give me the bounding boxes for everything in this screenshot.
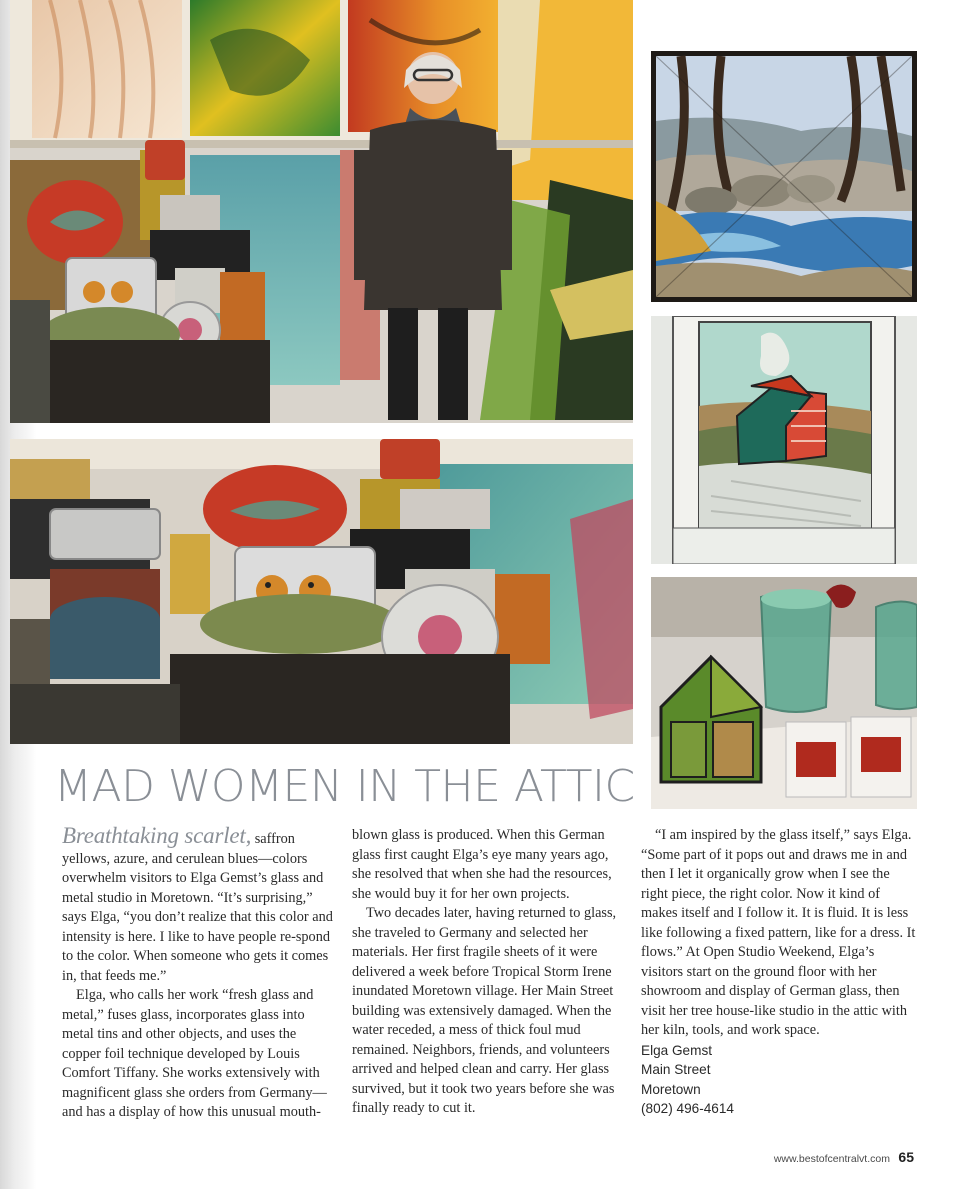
article-lead-in: Breathtaking scarlet, [62,823,252,848]
contact-street: Main Street [641,1062,711,1077]
article-column-2 [352,826,622,1119]
article-paragraph: blown glass is produced. When this German glass first caught Elga’s eye many years ago, she resolved that when she had the resources, she would buy it for her own projects. [352,827,612,902]
contact-phone: (802) 496-4614 [641,1101,734,1116]
article-column-1 [62,823,334,1123]
photo-stained-glass-house [651,316,917,564]
article-paragraph: Two decades later, having returned to glass, she traveled to Germany and selected her materials. Her first fragile sheets of it were delivered a week before Tropical Storm Irene inundated Moretown village. Her Main Street building was extensively damaged. When the water receded, a mess of thick foul mud remained. Neighbors, friends, and volunteers arrived and helped clean and carry. Her glass survived, but it took two years before she was finally ready to cut it. [352,905,617,1116]
photo-glass-objects [651,577,917,809]
photo-decorated-tins [10,439,633,744]
contact-block [641,1041,917,1119]
page-number: 65 [898,1149,914,1165]
article-paragraph: Elga, who calls her work “fresh glass and metal,” fuses glass, incorporates glass into metal tins and other objects, and uses the copper foil technique developed by Louis Comfort Tiffany. She works extensively with magnificent glass she orders from Germany—and has a display of how this unusual mouth- [62,987,327,1120]
article-column-3 [641,826,917,1119]
contact-town: Moretown [641,1081,701,1097]
photo-stained-glass-landscape [651,51,917,302]
photo-artist-in-studio [10,0,633,423]
article-paragraph [62,823,334,986]
article-headline: MAD WOMEN IN THE ATTIC [54,761,635,812]
article-paragraph-text: saffron yellows, azure, and cerulean blues—colors overwhelm visitors to Elga Gemst’s glass and metal studio in Moretown. “It’s surprising,” says Elga, “you don’t realize that this color and intensity is here. I like to have people re-spond to the color. When someone who gets it comes in, that feeds me.” [62,831,333,984]
article-paragraph: “I am inspired by the glass itself,” says Elga. “Some part of it pops out and draws me in and then I let it organically grow when I see the right piece, the right color. Now it kind of makes itself and I follow it. It is fluid. It is less like following a fixed pattern, like for a dress. It flows.” At Open Studio Weekend, Elga’s visitors start on the ground floor with her showroom and display of German glass, then visit her tree house-like studio in the attic with her kiln, tools, and work space. [641,827,916,1038]
contact-name: Elga Gemst [641,1042,713,1058]
page-footer [774,1149,914,1167]
footer-url: www.bestofcentralvt.com [773,1153,890,1165]
